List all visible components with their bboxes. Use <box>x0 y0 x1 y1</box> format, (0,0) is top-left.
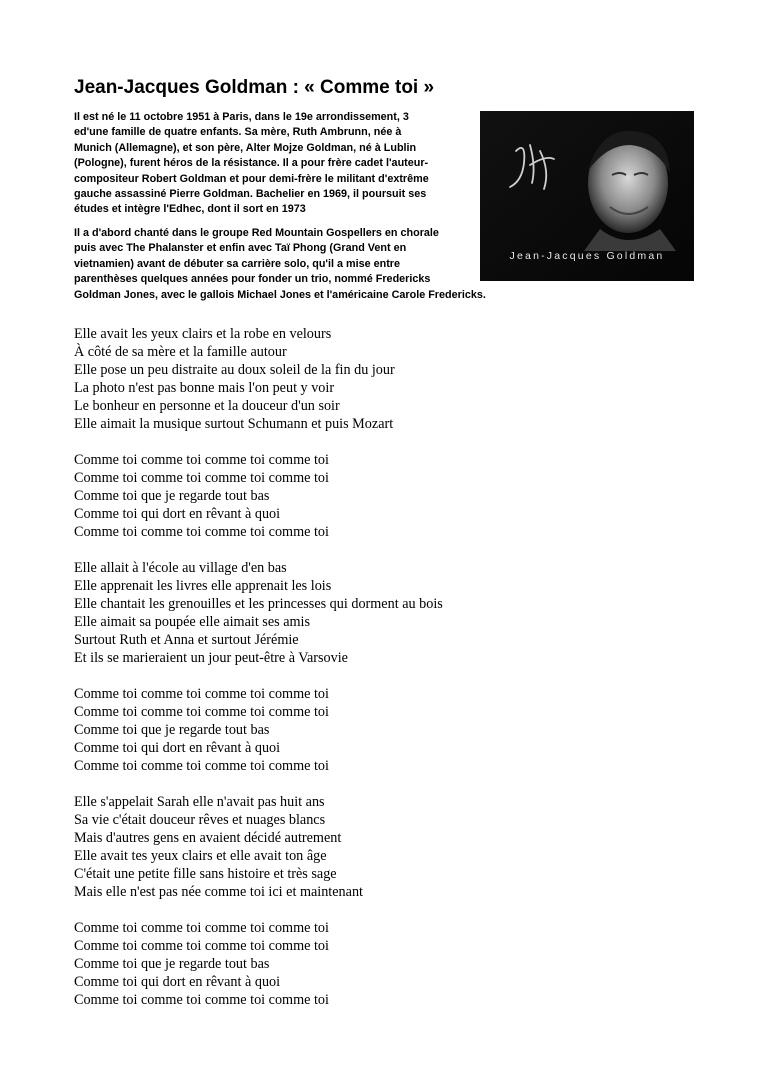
lyric-line: Mais d'autres gens en avaient décidé autrement <box>74 830 342 846</box>
biography-paragraph-2 <box>74 226 486 303</box>
lyric-line: Elle avait tes yeux clairs et elle avait ton âge <box>74 848 327 864</box>
lyric-line: Surtout Ruth et Anna et surtout Jérémie <box>74 632 299 648</box>
lyric-line: Comme toi comme toi comme toi comme toi <box>74 686 329 702</box>
lyrics-verse-1 <box>74 325 714 433</box>
lyric-line: Mais elle n'est pas née comme toi ici et maintenant <box>74 884 363 900</box>
lyric-line: Comme toi comme toi comme toi comme toi <box>74 920 329 936</box>
lyrics-chorus-1 <box>74 451 714 541</box>
lyric-line: Elle chantait les grenouilles et les princesses qui dorment au bois <box>74 596 443 612</box>
bio-line: Munich (Allemagne), et son père, Alter Mojze Goldman, né à Lublin <box>74 141 417 154</box>
lyric-line: Elle aimait la musique surtout Schumann et puis Mozart <box>74 416 394 432</box>
lyric-line: Elle aimait sa poupée elle aimait ses amis <box>74 614 310 630</box>
lyric-line: Le bonheur en personne et la douceur d'un soir <box>74 398 340 414</box>
bio-line: puis avec The Phalanster et enfin avec Taï Phong (Grand Vent en <box>74 242 407 255</box>
lyric-line: Elle apprenait les livres elle apprenait les lois <box>74 578 332 594</box>
bio-line: études et intègre l'Edhec, dont il sort en 1973 <box>74 203 306 216</box>
lyrics-verse-2 <box>74 559 714 667</box>
lyric-line: Et ils se marieraient un jour peut-être à Varsovie <box>74 650 348 666</box>
biography-paragraph-1 <box>74 110 467 218</box>
lyric-line: Elle allait à l'école au village d'en bas <box>74 560 287 576</box>
lyric-line: Comme toi qui dort en rêvant à quoi <box>74 974 281 990</box>
lyrics-chorus-2 <box>74 685 714 775</box>
bio-line: ed'une famille de quatre enfants. Sa mère, Ruth Ambrunn, née à <box>74 126 402 139</box>
lyric-line: Comme toi que je regarde tout bas <box>74 722 270 738</box>
portrait-photo <box>480 111 694 281</box>
bio-line: vietnamien) avant de débuter sa carrière solo, qu'il a mise entre <box>74 257 400 270</box>
lyric-line: Comme toi comme toi comme toi comme toi <box>74 992 329 1008</box>
lyric-line: Comme toi comme toi comme toi comme toi <box>74 758 329 774</box>
lyrics-chorus-3 <box>74 919 714 1009</box>
lyric-line: Comme toi qui dort en rêvant à quoi <box>74 740 281 756</box>
photo-caption: Jean-Jacques Goldman <box>509 250 665 262</box>
lyric-line: Comme toi comme toi comme toi comme toi <box>74 524 329 540</box>
lyric-line: Comme toi que je regarde tout bas <box>74 488 270 504</box>
lyric-line: Comme toi comme toi comme toi comme toi <box>74 452 329 468</box>
lyric-line: Comme toi comme toi comme toi comme toi <box>74 470 329 486</box>
lyrics-verse-3 <box>74 793 714 901</box>
lyric-line: Comme toi que je regarde tout bas <box>74 956 270 972</box>
bio-line: gauche assassiné Pierre Goldman. Bachelier en 1969, il poursuit ses <box>74 188 427 201</box>
lyric-line: Elle avait les yeux clairs et la robe en velours <box>74 326 332 342</box>
bio-line: Il est né le 11 octobre 1951 à Paris, dans le 19e arrondissement, 3 <box>74 111 409 123</box>
lyric-line: Sa vie c'était douceur rêves et nuages blancs <box>74 812 326 828</box>
bio-line: Goldman Jones, avec le gallois Michael Jones et l'américaine Carole Fredericks. <box>74 288 486 301</box>
song-lyrics <box>74 325 714 1027</box>
page-title: Jean-Jacques Goldman : « Comme toi » <box>74 77 435 98</box>
lyric-line: C'était une petite fille sans histoire et très sage <box>74 866 337 882</box>
bio-line: Il a d'abord chanté dans le groupe Red Mountain Gospellers en chorale <box>74 227 439 239</box>
lyric-line: Comme toi comme toi comme toi comme toi <box>74 704 329 720</box>
lyric-line: La photo n'est pas bonne mais l'on peut y voir <box>74 380 335 396</box>
bio-line: parenthèses quelques années pour fonder un trio, nommé Fredericks <box>74 273 431 286</box>
bio-line: (Pologne), furent héros de la résistance. Il a pour frère cadet l'auteur- <box>74 157 429 170</box>
lyric-line: Elle pose un peu distraite au doux soleil de la fin du jour <box>74 362 395 378</box>
lyric-line: Elle s'appelait Sarah elle n'avait pas huit ans <box>74 794 325 810</box>
lyric-line: Comme toi qui dort en rêvant à quoi <box>74 506 281 522</box>
lyric-line: Comme toi comme toi comme toi comme toi <box>74 938 329 954</box>
bio-line: compositeur Robert Goldman et pour demi-frère le militant d'extrême <box>74 172 429 185</box>
lyric-line: À côté de sa mère et la famille autour <box>74 344 287 360</box>
